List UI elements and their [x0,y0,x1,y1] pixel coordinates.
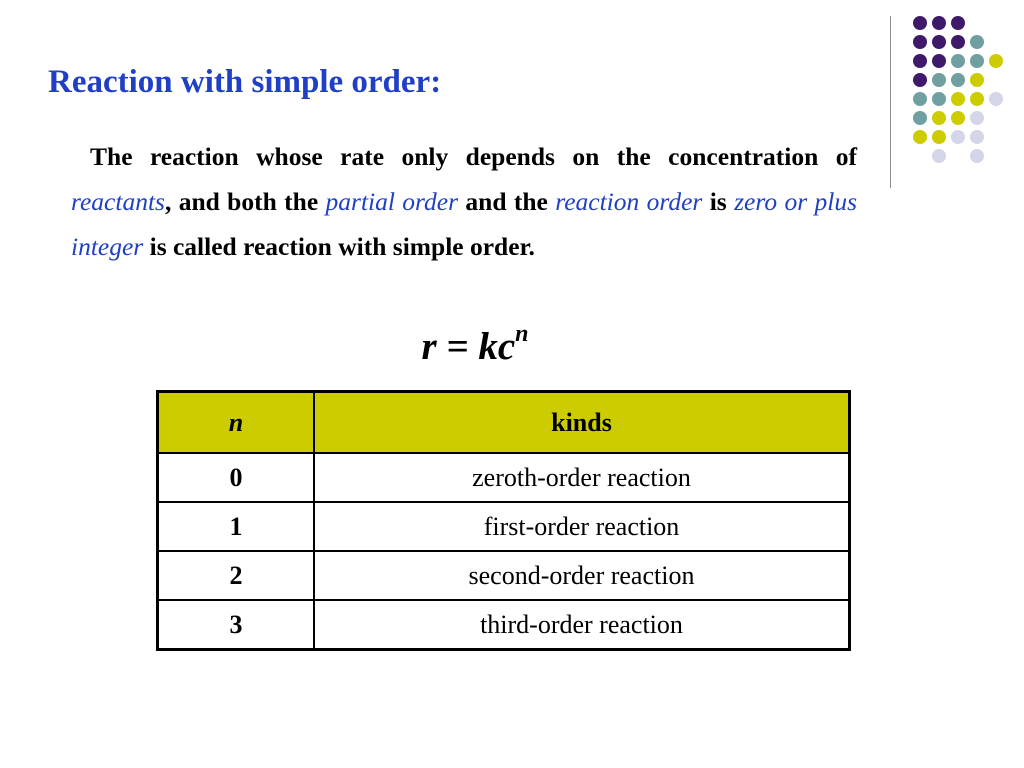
rate-equation-exponent: n [515,321,529,347]
term-reactants: reactants [71,187,165,216]
decorative-dot [932,35,946,49]
slide-title: Reaction with simple order: [48,64,442,100]
table-row [158,551,850,600]
table-header-row [158,392,850,454]
reaction-order-table [156,390,851,651]
decorative-dot [970,73,984,87]
paragraph-text: is [702,187,735,216]
decorative-dot [932,73,946,87]
paragraph-text: , and both the [164,187,326,216]
decorative-dot [951,35,965,49]
decorative-dot [932,149,946,163]
decorative-dot [932,92,946,106]
column-header-kinds: kinds [314,392,850,454]
decorative-dot [913,130,927,144]
order-value-cell: 1 [158,502,315,551]
decorative-dot [951,73,965,87]
decorative-dot [970,54,984,68]
decorative-dot [989,54,1003,68]
decorative-dot [951,130,965,144]
decorative-dot [970,35,984,49]
table-row [158,502,850,551]
paragraph-text: and the [458,187,556,216]
decorative-dot [989,92,1003,106]
paragraph-text: is called reaction with simple order. [143,232,535,261]
decorative-dot [932,54,946,68]
column-header-n: n [158,392,315,454]
table-row [158,600,850,650]
decorative-dot [970,92,984,106]
decorative-dot [932,111,946,125]
rate-equation-base: r = kc [421,325,516,368]
order-value-cell: 0 [158,453,315,502]
order-value-cell: 2 [158,551,315,600]
decorative-dot [970,149,984,163]
term-reaction-order: reaction order [555,187,703,216]
decorative-dot [951,92,965,106]
term-zero-or-plus-integer: zero or plus integer [71,187,857,261]
reaction-kind-cell: second-order reaction [314,551,850,600]
table-row [158,453,850,502]
decorative-dot [951,111,965,125]
order-value-cell: 3 [158,600,315,650]
decorative-dot [932,130,946,144]
decorative-dot [970,130,984,144]
decorative-dot [913,92,927,106]
reaction-kind-cell: first-order reaction [314,502,850,551]
reaction-kind-cell: zeroth-order reaction [314,453,850,502]
decorative-divider-line [890,16,891,188]
rate-equation [0,322,950,372]
decorative-dot [951,54,965,68]
decorative-dot [913,111,927,125]
reaction-kind-cell: third-order reaction [314,600,850,650]
decorative-dot [913,16,927,30]
decorative-dot [913,73,927,87]
decorative-dot [913,54,927,68]
paragraph-text: The reaction whose rate only depends on the concentration of [90,142,857,171]
term-partial-order: partial order [325,187,459,216]
decorative-dot [932,16,946,30]
definition-paragraph [71,134,857,269]
decorative-dot [970,111,984,125]
decorative-dot [913,35,927,49]
decorative-dot [951,16,965,30]
